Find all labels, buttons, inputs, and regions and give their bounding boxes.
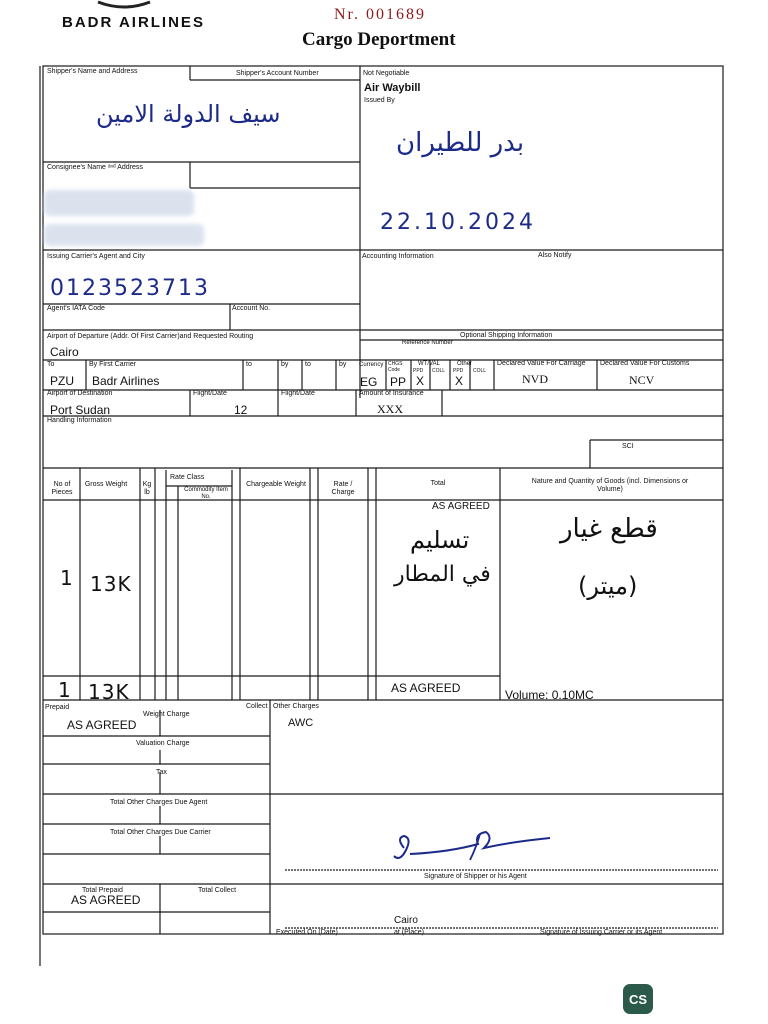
first-carrier-label: By First Carrier: [89, 361, 137, 368]
ppd2-label: PPD: [453, 368, 464, 374]
chgs-code-label: CHGS Code: [388, 361, 403, 373]
chgs-value: PP: [390, 375, 407, 389]
nature-goods-label: Nature and Quantity of Goods (incl. Dimensions or Volume): [531, 478, 689, 493]
destination-value: Port Sudan: [50, 403, 111, 417]
accounting-label: Accounting Information: [362, 253, 434, 260]
kg-lb-label: Kg lb: [142, 481, 152, 496]
total-label: Total: [430, 480, 446, 487]
total-top-value: AS AGREED: [432, 501, 490, 512]
total-prepaid-value: AS AGREED: [71, 893, 141, 907]
chargeable-weight-label: Chargeable Weight: [246, 481, 306, 488]
iata-code-label: Agent's IATA Code: [47, 305, 105, 312]
weight-handwritten: 13K: [90, 572, 132, 596]
handling-info-label: Handling Information: [47, 417, 112, 424]
departure-value: Cairo: [50, 345, 79, 359]
weight-total-handwritten: 13K: [88, 680, 130, 704]
insurance-value: XXX: [377, 402, 403, 416]
pieces-handwritten: 1: [60, 566, 73, 590]
no-pieces-label: No of Pieces: [51, 481, 73, 496]
by3-label: by: [339, 361, 347, 368]
to-code-value: PZU: [50, 374, 74, 388]
airport-departure-label: Airport of Departure (Addr. Of First Carrier)and Requested Routing: [47, 333, 254, 340]
account-no-label: Account No.: [232, 305, 271, 312]
collect-label: Collect: [246, 703, 268, 710]
issued-by-handwritten: بدر للطيران: [396, 128, 525, 158]
airline-brand: BADR AIRLINES: [62, 14, 205, 31]
executed-on-label: Executed On (Date): [276, 929, 338, 936]
air-waybill-title: Air Waybill: [364, 82, 421, 94]
optional-shipping-label: Optional Shipping Information: [460, 332, 553, 339]
total-other-carrier-label: Total Other Charges Due Carrier: [110, 829, 211, 836]
place-value: Cairo: [394, 915, 418, 926]
shipper-account-label: Shipper's Account Number: [236, 70, 319, 77]
delivery-handwritten-2: في المطار: [394, 562, 491, 587]
airport-destination-label: Airport of Destination: [47, 390, 113, 397]
by2-label: by: [281, 361, 289, 368]
declared-carriage-label: Declared Value For Carriage: [497, 360, 586, 367]
shipper-signature: [390, 826, 560, 870]
issued-by-label: Issued By: [364, 97, 395, 104]
other-charges-label: Other Charges: [273, 703, 319, 710]
department-title: Cargo Deportment: [302, 29, 456, 50]
date-handwritten: 22.10.2024: [380, 210, 536, 235]
to3-label: to: [305, 361, 311, 368]
wt-ppd-value: X: [416, 374, 425, 388]
flight-date2-label: Flight/Date: [281, 390, 315, 397]
not-negotiable-label: Not Negotiable: [363, 70, 410, 77]
total-collect-label: Total Collect: [198, 887, 237, 894]
total-bottom-value: AS AGREED: [391, 681, 461, 695]
prepaid-label: Prepaid: [45, 704, 70, 711]
commodity-label: Commodity Item No.: [184, 487, 228, 500]
weight-charge-label: Weight Charge: [143, 711, 190, 718]
other-ppd-value: X: [455, 374, 464, 388]
camscanner-label: CS: [628, 991, 648, 1007]
volume-value: Volume: 0.10MC: [505, 688, 594, 702]
currency-value: EG: [360, 375, 378, 389]
valuation-charge-label: Valuation Charge: [136, 740, 190, 747]
declared-customs-label: Declared Value For Customs: [600, 360, 690, 367]
to2-label: to: [246, 361, 252, 368]
shipper-name-handwritten: سيف الدولة الامين: [96, 100, 281, 128]
declared-carriage-value: NVD: [522, 372, 548, 386]
currency-label: Currency: [359, 362, 384, 368]
total-prepaid-label: Total Prepaid: [82, 887, 123, 894]
prepaid-weight-value: AS AGREED: [67, 718, 137, 732]
issuing-agent-label: Issuing Carrier's Agent and City: [47, 253, 145, 260]
camscanner-badge: [623, 984, 653, 1014]
at-place-label: at (Place): [394, 929, 424, 936]
first-carrier-value: Badr Airlines: [92, 374, 160, 388]
gross-weight-label: Gross Weight: [84, 481, 128, 488]
ppd-label: PPD: [413, 368, 424, 374]
rate-charge-label: Rate / Charge: [331, 481, 355, 496]
also-notify-label: Also Notify: [538, 252, 572, 259]
rate-class-label: Rate Class: [170, 474, 205, 481]
tax-label: Tax: [156, 769, 167, 776]
reference-number-label: Reference Number: [402, 340, 453, 346]
amount-insurance-label: Amount of Insurance: [359, 390, 424, 397]
to-label: To: [47, 361, 55, 368]
declared-customs-value: NCV: [629, 373, 655, 387]
shipper-name-label: Shipper's Name and Address: [47, 68, 138, 75]
flight-date-label: Flight/Date: [193, 390, 227, 397]
other-charges-value: AWC: [288, 717, 314, 729]
consignee-redacted: [44, 190, 194, 216]
coll2-label: COLL: [473, 368, 487, 374]
other-label: Other: [457, 361, 473, 367]
goods-handwritten-1: قطع غيار: [560, 514, 658, 544]
signature-shipper-label: Signature of Shipper or his Agent: [424, 873, 527, 880]
consignee-label: Consignee's Name ᵃⁿᵈ Address: [47, 164, 143, 171]
pieces-total-handwritten: 1: [58, 678, 71, 702]
coll-label: COLL: [432, 368, 446, 374]
signature-carrier-label: Signature of Issuing Carrier or its Agent: [540, 929, 663, 936]
goods-handwritten-2: (ميتر): [578, 572, 638, 600]
agent-phone-handwritten: 0123523713: [50, 276, 210, 301]
sci-label: SCI: [622, 443, 634, 450]
delivery-handwritten-1: تسليم: [410, 526, 470, 554]
total-other-agent-label: Total Other Charges Due Agent: [110, 799, 208, 806]
wtval-label: WT/VAL: [418, 361, 440, 367]
flight-value: 12: [234, 403, 248, 417]
consignee-redacted-2: [44, 224, 204, 246]
serial-number: Nr. 001689: [334, 6, 426, 23]
